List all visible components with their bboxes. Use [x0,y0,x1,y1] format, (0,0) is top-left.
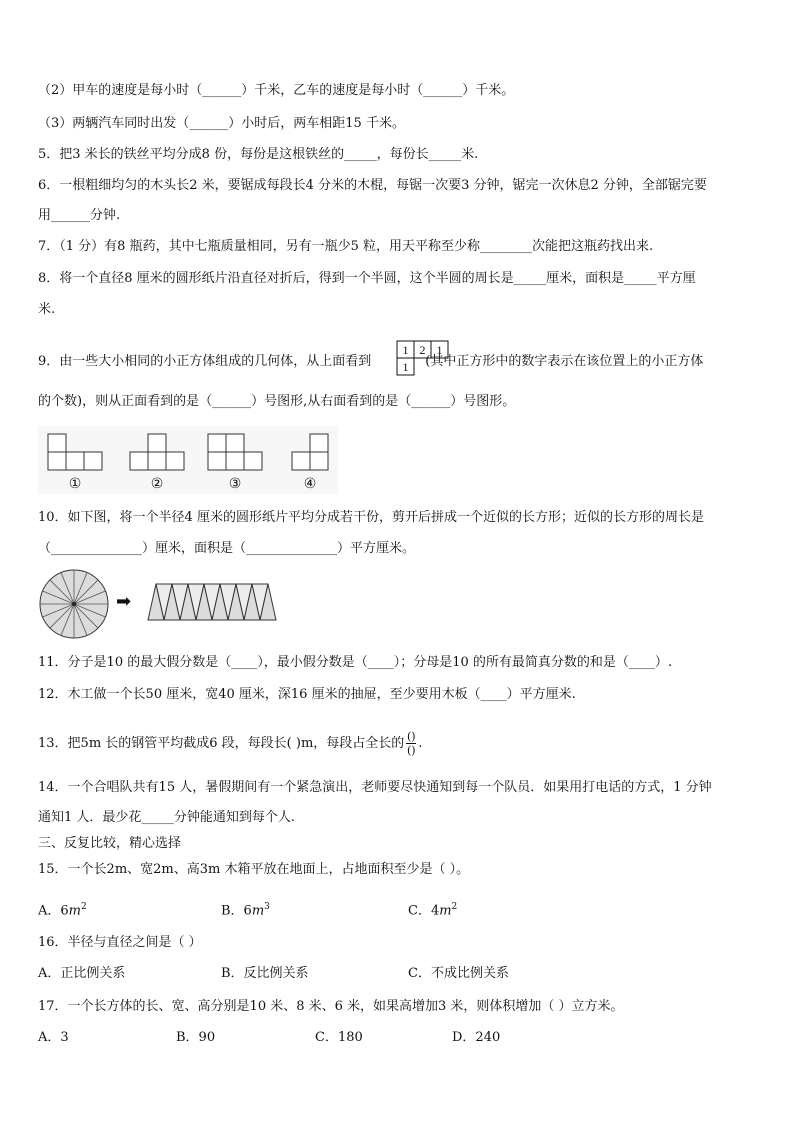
figure-label-3: ③ [228,476,242,492]
question-5: 5．把3 米长的铁丝平均分成8 份，每份是这根铁丝的_____，每份长_____米. [38,147,479,162]
q15-option-a: A．$6m^2$ [38,902,87,919]
right-arrow-icon: ➡ [116,591,132,612]
q4-part2: （2）甲车的速度是每小时（______）千米，乙车的速度是每小时（______）千米。 [38,83,515,98]
question-7: 7．（1 分）有8 瓶药，其中七瓶质量相同，另有一瓶少5 粒，用天平称至少称________次能把这瓶药找出来. [38,239,654,254]
top-view-cell: 1 [436,343,443,357]
question-11: 11．分子是10 的最大假分数是（____），最小假分数是（____）；分母是10 的所有最简真分数的和是（____）. [38,655,673,670]
q17-option-b: B．90 [176,1030,216,1045]
question-13-text: 13．把5m 长的钢管平均截成6 段，每段长( )m，每段占全长的 [38,736,405,751]
q17-option-c: C．180 [315,1030,363,1045]
question-10-line1: 10．如下图，将一个半径4 厘米的圆形纸片平均分成若干份，剪开后拼成一个近似的长方形；近似的长方形的周长是 [38,510,704,525]
question-9-line1 [38,347,703,371]
q4-part3: （3）两辆汽车同时出发（______）小时后，两车相距15 千米。 [38,116,405,131]
question-16: 16．半径与直径之间是（ ） [38,935,202,950]
section-3-heading: 三、反复比较，精心选择 [38,836,182,851]
question-8-line1: 8．将一个直径8 厘米的圆形纸片沿直径对折后，得到一个半圆，这个半圆的周长是_____厘米，面积是_____平方厘 [38,271,696,286]
question-9-pre: 9．由一些大小相同的小正方体组成的几何体，从上面看到 [38,354,372,369]
figure-label-1: ① [68,476,82,492]
fraction-blank [406,731,416,756]
top-view-cell: 1 [402,343,409,357]
question-8-line2: 米. [38,302,56,317]
q17-option-a: A．3 [38,1030,69,1045]
question-15: 15．一个长2m、宽2m、高3m 木箱平放在地面上，占地面积至少是（ ）。 [38,862,470,877]
figure-label-2: ② [150,476,164,492]
rearranged-rectangle-diagram [144,582,286,622]
q15-option-c: C．$4m^2$ [408,902,458,919]
question-6-line1: 6．一根粗细均匀的木头长2 米，要锯成每段长4 分米的木棍，每锯一次要3 分钟，锯完一次休息2 分钟，全部锯完要 [38,178,707,193]
question-6-line2: 用______分钟. [38,208,121,223]
q15-option-b: B．$6m^3$ [221,902,270,919]
q16-option-b: B．反比例关系 [221,966,309,981]
question-9-post: (其中正方形中的数字表示在该位置上的小正方体 [425,354,704,369]
question-14-line1: 14．一个合唱队共有15 人，暑假期间有一个紧急演出，老师要尽快通知到每一个队员．如果用打电话的方式，1 分钟 [38,780,712,795]
question-13 [38,731,422,756]
question-14-line2: 通知1 人．最少花_____分钟能通知到每个人. [38,810,296,825]
question-10-line2: （______________）厘米，面积是（______________）平方厘米。 [38,541,416,556]
figure-label-4: ④ [303,476,317,492]
top-view-cell: 1 [402,360,409,374]
question-9-line2: 的个数)，则从正面看到的是（______）号图形,从右面看到的是（______）号图形。 [38,394,516,409]
q16-option-a: A．正比例关系 [38,966,126,981]
question-12: 12．木工做一个长50 厘米，宽40 厘米，深16 厘米的抽屉，至少要用木板（____）平方厘米. [38,687,576,702]
view-options-figures [38,426,338,494]
q16-option-c: C．不成比例关系 [408,966,509,981]
q17-option-d: D．240 [452,1030,501,1045]
question-17: 17．一个长方体的长、宽、高分别是10 米、8 米、6 米，如果高增加3 米，则体积增加（ ）立方米。 [38,999,624,1014]
fraction-denominator: () [406,744,416,757]
top-view-cell: 2 [419,343,426,357]
fraction-numerator: () [406,730,416,743]
question-13-end: . [418,736,423,751]
circle-sector-diagram [38,568,110,640]
top-view-grid [396,340,452,378]
